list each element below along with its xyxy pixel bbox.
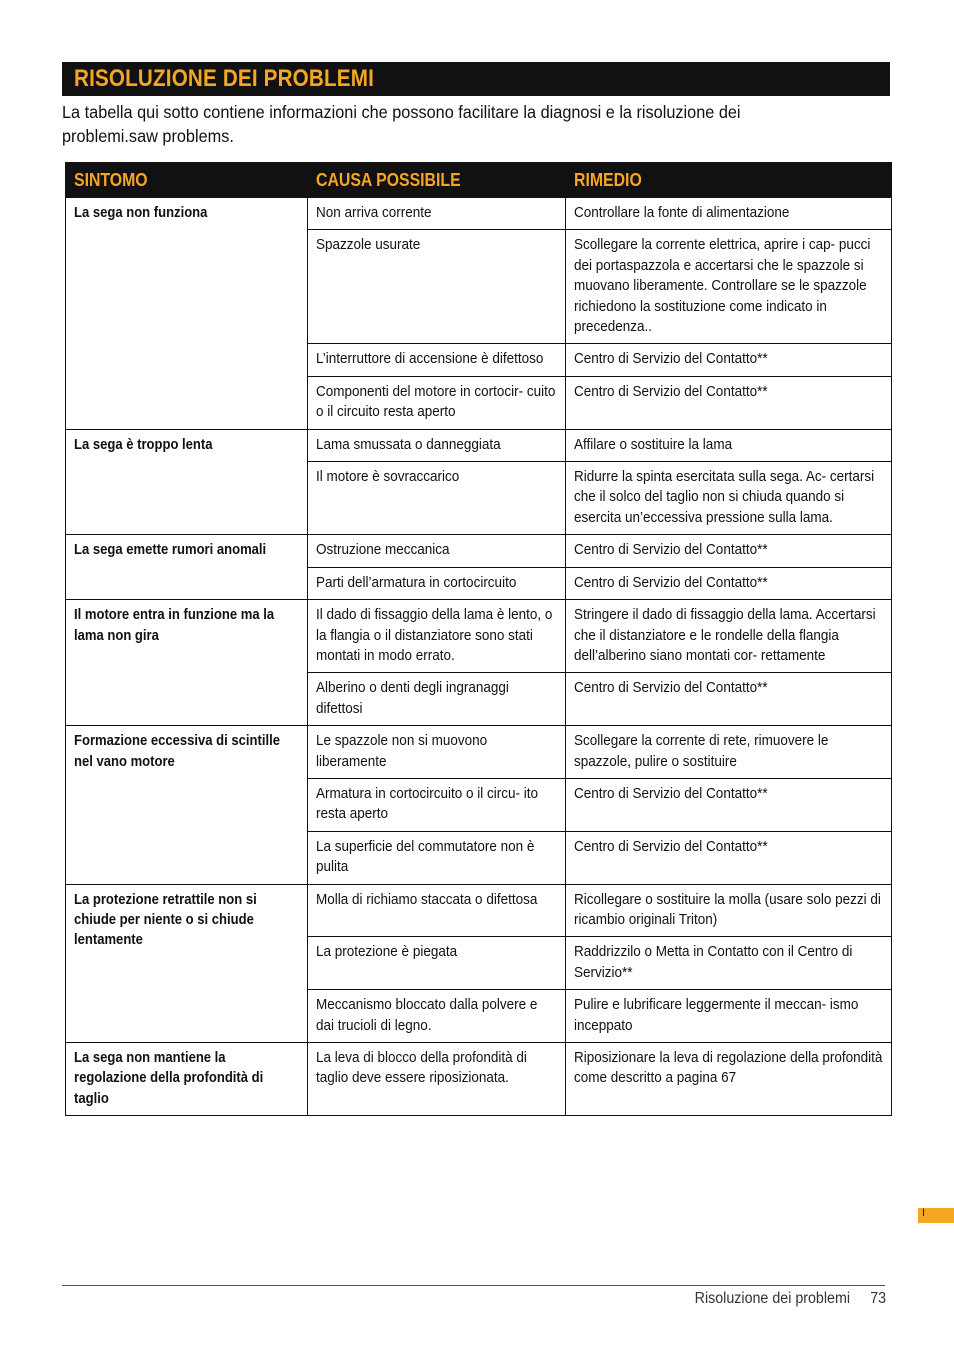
table-row — [66, 429, 892, 461]
remedy-cell: Scollegare la corrente di rete, rimuovere le spazzole, pulire o sostituire — [566, 726, 892, 779]
remedy-cell: Centro di Servizio del Contatto** — [566, 831, 892, 884]
table-row — [66, 198, 892, 230]
cause-cell: Lama smussata o danneggiata — [308, 429, 566, 461]
table-header-row — [66, 163, 892, 198]
remedy-cell: Controllare la fonte di alimentazione — [566, 198, 892, 230]
cause-cell: La leva di blocco della profondità di taglio deve essere riposizionata. — [308, 1043, 566, 1116]
cause-cell: Componenti del motore in cortocir- cuito o il circuito resta aperto — [308, 376, 566, 429]
remedy-cell: Centro di Servizio del Contatto** — [566, 567, 892, 599]
language-tab-label: I — [922, 1207, 926, 1219]
symptom-cell: La sega non funziona — [66, 198, 308, 430]
cause-cell: L’interruttore di accensione è difettoso — [308, 344, 566, 376]
footer-divider — [62, 1285, 885, 1286]
header-cause: CAUSA POSSIBILE — [308, 163, 566, 198]
symptom-cell: Formazione eccessiva di scintille nel vano motore — [66, 726, 308, 884]
cause-cell: Il motore è sovraccarico — [308, 462, 566, 535]
cause-cell: Alberino o denti degli ingranaggi difettosi — [308, 673, 566, 726]
cause-cell: Spazzole usurate — [308, 230, 566, 344]
table-row — [66, 535, 892, 567]
cause-cell: Ostruzione meccanica — [308, 535, 566, 567]
remedy-cell: Centro di Servizio del Contatto** — [566, 344, 892, 376]
table-row — [66, 726, 892, 779]
cause-cell: Molla di richiamo staccata o difettosa — [308, 884, 566, 937]
remedy-cell: Ricollegare o sostituire la molla (usare solo pezzi di ricambio originali Triton) — [566, 884, 892, 937]
cause-cell: Parti dell’armatura in cortocircuito — [308, 567, 566, 599]
cause-cell: La protezione è piegata — [308, 937, 566, 990]
table-body — [66, 198, 892, 1116]
table-row — [66, 884, 892, 937]
page-number: 73 — [870, 1290, 886, 1307]
language-tab — [918, 1208, 954, 1223]
remedy-cell: Affilare o sostituire la lama — [566, 429, 892, 461]
table-row — [66, 600, 892, 673]
remedy-cell: Centro di Servizio del Contatto** — [566, 673, 892, 726]
remedy-cell: Centro di Servizio del Contatto** — [566, 535, 892, 567]
troubleshooting-table — [65, 162, 892, 1116]
cause-cell: Meccanismo bloccato dalla polvere e dai trucioli di legno. — [308, 990, 566, 1043]
symptom-cell: La protezione retrattile non si chiude per niente o si chiude lentamente — [66, 884, 308, 1042]
title-bar — [62, 62, 890, 96]
header-remedy: RIMEDIO — [566, 163, 892, 198]
footer-section: Risoluzione dei problemi — [694, 1290, 850, 1307]
symptom-cell: La sega non mantiene la regolazione della profondità di taglio — [66, 1043, 308, 1116]
cause-cell: La superficie del commutatore non è pulita — [308, 831, 566, 884]
remedy-cell: Scollegare la corrente elettrica, aprire i cap- pucci dei portaspazzola e accertarsi che le spazzole si muovano liberamente. Controllare se le spazzole richiedono la sostituzione come indicato in precedenza.. — [566, 230, 892, 344]
cause-cell: Armatura in cortocircuito o il circu- ito resta aperto — [308, 778, 566, 831]
symptom-cell: Il motore entra in funzione ma la lama non gira — [66, 600, 308, 726]
page-title: RISOLUZIONE DEI PROBLEMI — [74, 65, 374, 92]
remedy-cell: Riposizionare la leva di regolazione della profondità come descritto a pagina 67 — [566, 1043, 892, 1116]
remedy-cell: Pulire e lubrificare leggermente il meccan- ismo inceppato — [566, 990, 892, 1043]
remedy-cell: Raddrizzilo o Metta in Contatto con il Centro di Servizio** — [566, 937, 892, 990]
header-symptom: SINTOMO — [66, 163, 308, 198]
remedy-cell: Stringere il dado di fissaggio della lama. Accertarsi che il distanziatore e le rondelle della flangia dell’alberino siano montati cor- rettamente — [566, 600, 892, 673]
cause-cell: Non arriva corrente — [308, 198, 566, 230]
cause-cell: Il dado di fissaggio della lama è lento, o la flangia o il distanziatore sono stati montati in modo errato. — [308, 600, 566, 673]
intro-paragraph: La tabella qui sotto contiene informazioni che possono facilitare la diagnosi e la risoluzione dei problemi.saw problems. — [62, 102, 741, 146]
symptom-cell: La sega emette rumori anomali — [66, 535, 308, 600]
remedy-cell: Centro di Servizio del Contatto** — [566, 376, 892, 429]
cause-cell: Le spazzole non si muovono liberamente — [308, 726, 566, 779]
footer — [695, 1290, 886, 1308]
remedy-cell: Ridurre la spinta esercitata sulla sega. Ac- certarsi che il solco del taglio non si chiuda quando si esercita un’eccessiva pressione sulla lama. — [566, 462, 892, 535]
remedy-cell: Centro di Servizio del Contatto** — [566, 778, 892, 831]
symptom-cell: La sega è troppo lenta — [66, 429, 308, 535]
table-row — [66, 1043, 892, 1116]
